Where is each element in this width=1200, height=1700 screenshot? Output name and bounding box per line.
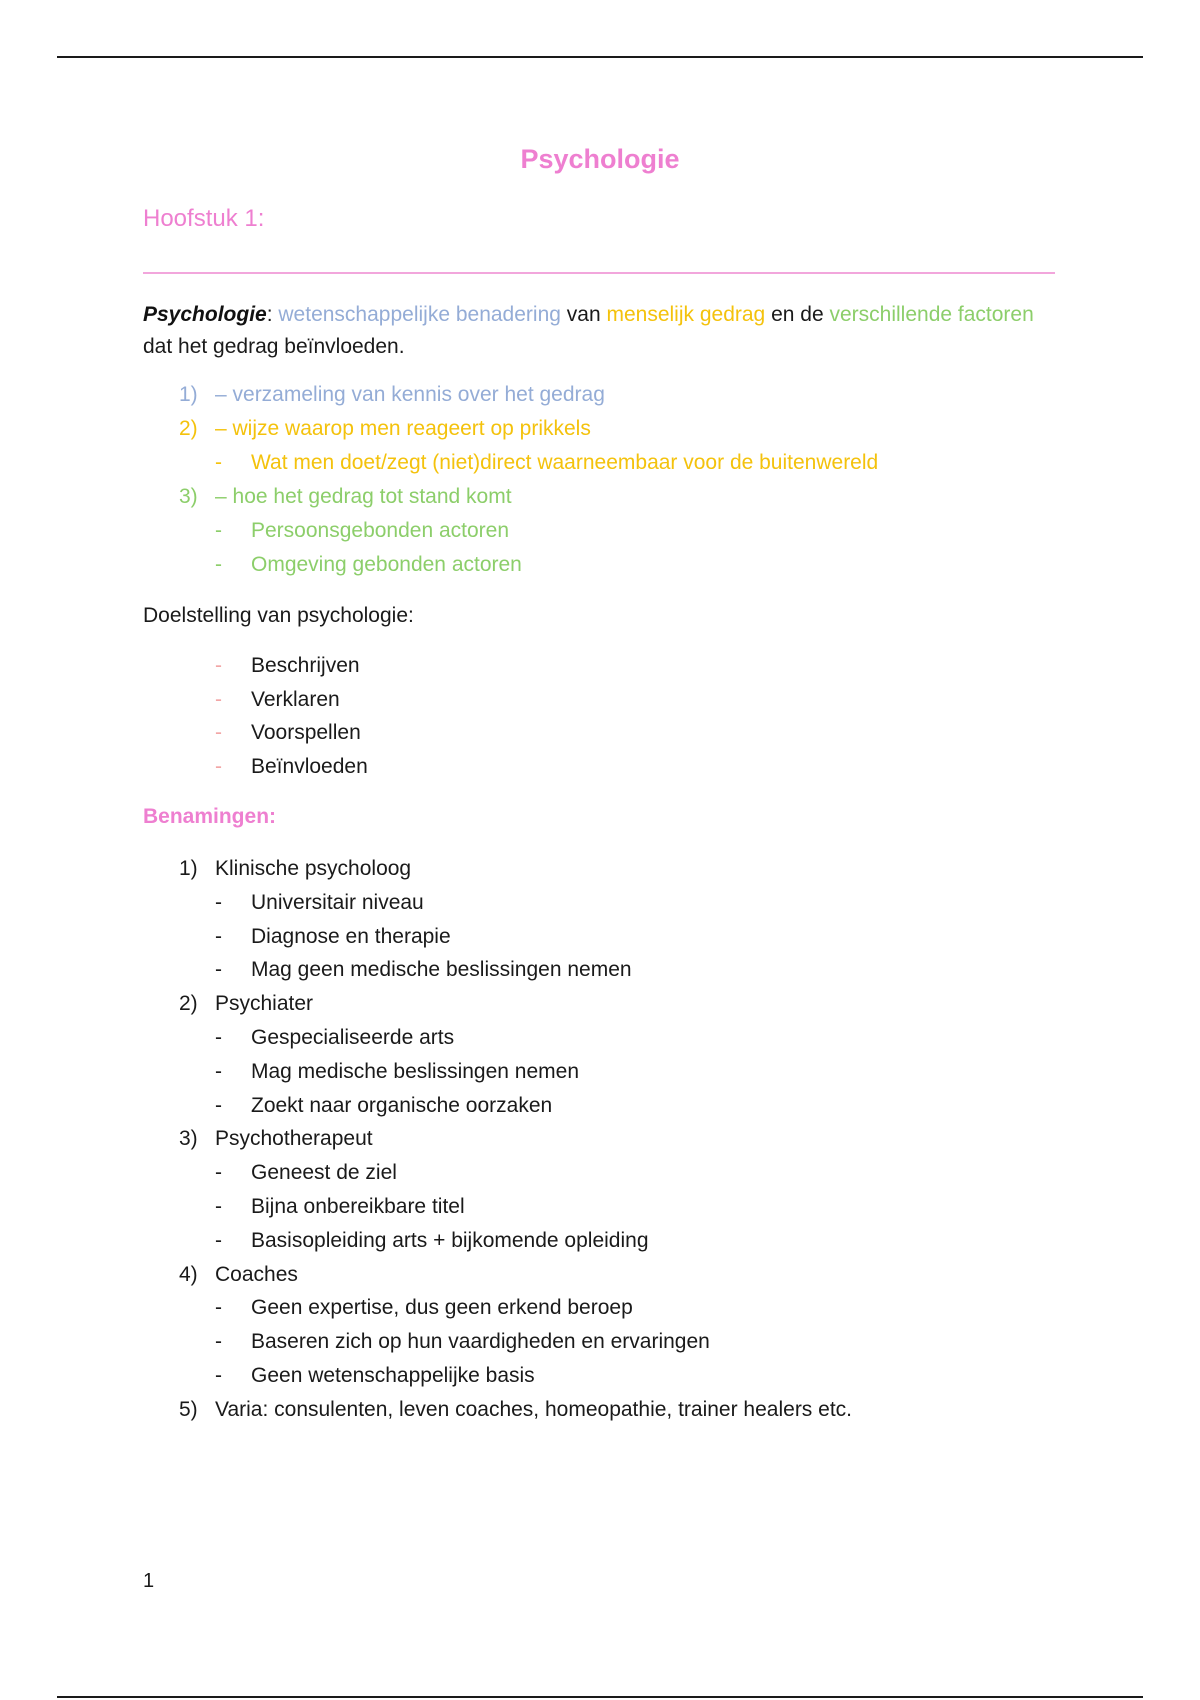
bullet-dash: - (215, 924, 222, 948)
subitem-text: Zoekt naar organische oorzaken (251, 1093, 553, 1117)
subitem-text: Mag geen medische beslissingen nemen (251, 958, 632, 982)
bullet-dash: - (215, 754, 222, 778)
subitem-text: Bijna onbereikbare titel (251, 1195, 465, 1218)
subitem-text: Mag medische beslissingen nemen (251, 1059, 580, 1083)
document-title: Psychologie (520, 144, 680, 174)
bullet-dash: - (215, 1228, 222, 1252)
definition-part-yellow: menselijk gedrag (606, 303, 766, 326)
page-top-rule (57, 56, 1143, 58)
list-item-text: – hoe het gedrag tot stand komt (215, 485, 512, 508)
bullet-dash: - (215, 519, 222, 542)
list-item-text: Psychotherapeut (215, 1127, 373, 1151)
bullet-dash: - (215, 1364, 222, 1387)
subitem-text: Diagnose en therapie (251, 924, 451, 948)
list-item-text: – wijze waarop men reageert op prikkels (215, 417, 591, 440)
subitem-text: Wat men doet/zegt (niet)direct waarneembaar voor de buitenwereld (251, 451, 879, 474)
definition-term: Psychologie (143, 303, 267, 326)
bullet-dash: - (215, 1195, 222, 1218)
bullet-dash: - (215, 687, 222, 711)
bullet-dash: - (215, 1026, 222, 1049)
bullet-dash: - (215, 958, 222, 982)
list-number: 5) (179, 1397, 198, 1421)
bullet-dash: - (215, 1093, 222, 1117)
bullet-dash: - (215, 1161, 222, 1185)
definition-tail: dat het gedrag beïnvloeden. (143, 335, 405, 358)
definition-connector: en de (771, 303, 824, 326)
subitem-text: Omgeving gebonden actoren (251, 553, 522, 576)
goals-heading: Doelstelling van psychologie: (143, 604, 414, 627)
subitem-text: Geen wetenschappelijke basis (251, 1364, 535, 1387)
definition-colon: : (266, 303, 273, 326)
goal-text: Verklaren (251, 687, 340, 711)
subitem-text: Gespecialiseerde arts (251, 1026, 455, 1049)
bullet-dash: - (215, 890, 222, 914)
list-number: 2) (179, 417, 198, 440)
list-item-text: Coaches (215, 1262, 298, 1286)
page-number: 1 (143, 1570, 155, 1592)
subitem-text: Persoonsgebonden actoren (251, 519, 510, 542)
definition-part-blue: wetenschappelijke benadering (278, 303, 561, 326)
chapter-heading: Hoofstuk 1: (143, 205, 265, 232)
subitem-text: Baseren zich op hun vaardigheden en ervaringen (251, 1330, 710, 1354)
definition-connector: van (566, 303, 601, 326)
subitem-text: Universitair niveau (251, 890, 424, 914)
definition-paragraph (143, 299, 1057, 363)
list-number: 1) (179, 383, 198, 406)
list-number: 1) (179, 857, 198, 880)
goal-text: Beïnvloeden (251, 754, 368, 778)
subitem-text: Geen expertise, dus geen erkend beroep (251, 1296, 633, 1320)
list-number: 3) (179, 485, 198, 508)
names-heading: Benamingen: (143, 805, 277, 828)
list-item-text: Klinische psycholoog (215, 857, 412, 880)
list-number: 2) (179, 992, 198, 1016)
bullet-dash: - (215, 721, 222, 744)
subitem-text: Basisopleiding arts + bijkomende opleiding (251, 1228, 649, 1252)
definition-part-green: verschillende factoren (829, 303, 1034, 326)
list-item-text: Varia: consulenten, leven coaches, homeopathie, trainer healers etc. (215, 1397, 852, 1421)
page-bottom-rule (57, 1696, 1143, 1698)
goal-text: Voorspellen (251, 721, 361, 744)
bullet-dash: - (215, 553, 222, 576)
bullet-dash: - (215, 1330, 222, 1354)
list-number: 4) (179, 1262, 198, 1286)
bullet-dash: - (215, 654, 222, 677)
bullet-dash: - (215, 1059, 222, 1083)
subitem-text: Geneest de ziel (251, 1161, 397, 1185)
chapter-underline (143, 272, 1055, 274)
bullet-dash: - (215, 1296, 222, 1320)
goal-text: Beschrijven (251, 654, 360, 677)
list-item-text: – verzameling van kennis over het gedrag (215, 383, 605, 406)
list-item-text: Psychiater (215, 992, 314, 1016)
bullet-dash: - (215, 451, 222, 474)
list-number: 3) (179, 1127, 198, 1151)
